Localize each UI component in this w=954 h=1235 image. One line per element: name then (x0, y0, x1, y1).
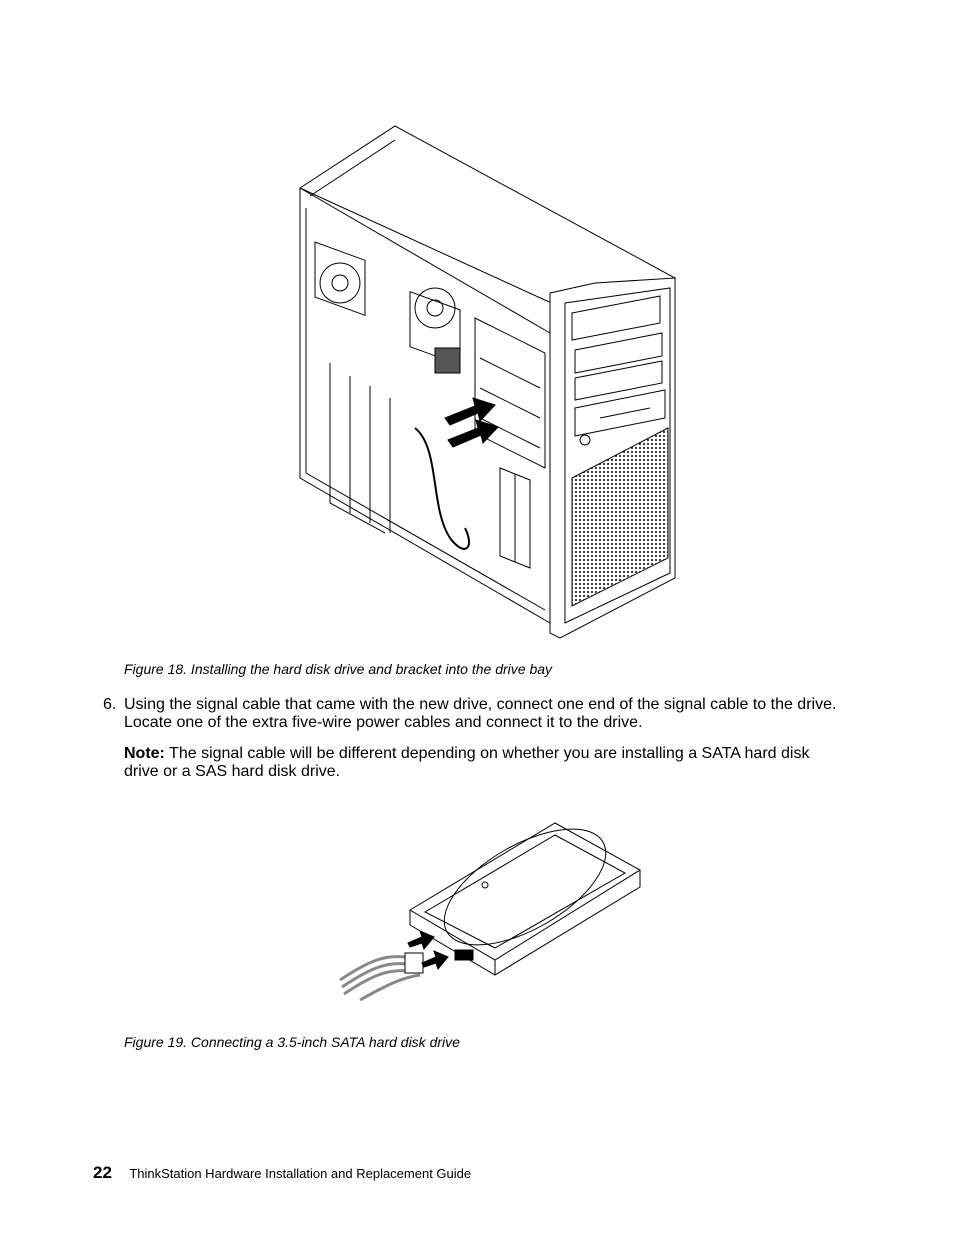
figure-18-illustration (290, 118, 690, 648)
figure-19-caption: Figure 19. Connecting a 3.5-inch SATA hard disk drive (124, 1034, 460, 1050)
note-text: The signal cable will be different depending on whether you are installing a SATA hard disk drive or a SAS hard disk drive. (124, 745, 810, 780)
step-6 (103, 696, 843, 732)
note-label: Note: (124, 745, 165, 762)
document-title: ThinkStation Hardware Installation and Replacement Guide (129, 1166, 472, 1181)
page-footer (93, 1163, 471, 1183)
step-number: 6. (103, 696, 117, 713)
figure-19-illustration (330, 815, 650, 1010)
figure-18-caption: Figure 18. Installing the hard disk drive and bracket into the drive bay (124, 661, 553, 677)
page-number: 22 (93, 1163, 112, 1182)
note (124, 745, 844, 781)
step-text: Using the signal cable that came with the new drive, connect one end of the signal cable to the drive. Locate one of the extra five-wire power cables and connect it to the drive. (124, 696, 837, 731)
